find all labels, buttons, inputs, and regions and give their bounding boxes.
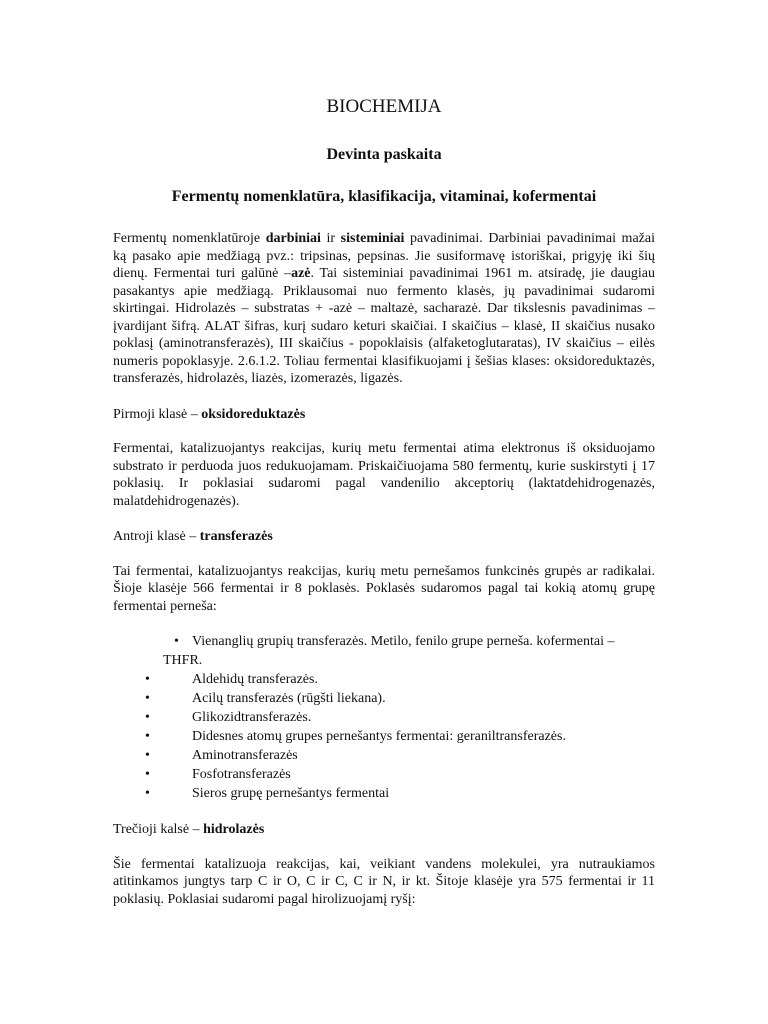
list-item bbox=[113, 708, 655, 727]
intro-text-1: Fermentų nomenklatūroje bbox=[113, 231, 266, 246]
list-item-text: Vienanglių grupių transferazės. Metilo, fenilo grupe perneša. kofermentai – THFR. bbox=[163, 634, 615, 668]
class1-heading bbox=[113, 406, 655, 424]
bullet-icon: • bbox=[174, 634, 179, 649]
intro-text-3: pavadinimai. Darbiniai pavadinimai mažai ką pasako apie medžiagą pvz.: tripsinas, pepsinas. Jie susiformavę istoriškai, prigyję iki šių dienų. Fermentai turi galūnė – bbox=[113, 231, 655, 281]
class3-heading bbox=[113, 821, 655, 839]
class3-name: hidrolazės bbox=[203, 822, 265, 837]
bullet-icon: • bbox=[145, 786, 150, 801]
class2-label: Antroji klasė – bbox=[113, 529, 200, 544]
list-item bbox=[113, 765, 655, 784]
bullet-icon: • bbox=[145, 748, 150, 763]
bullet-icon: • bbox=[145, 710, 150, 725]
class2-name: transferazės bbox=[199, 529, 273, 544]
intro-text-2: ir bbox=[320, 231, 341, 246]
term-sisteminiai: sisteminiai bbox=[340, 231, 405, 246]
document-body bbox=[113, 96, 655, 908]
intro-text-4: . Tai sisteminiai pavadinimai 1961 m. atsiradę, jie daugiau pasakantys apie medžiagą. Priklausomai nuo fermento klasės, jų pavadinimai sudaromi skirtingai. Hidrolazės – substratas + -azė – maltazė, sacharazė. Dar tikslesnis pavadinimas – įvardijant šifrą. ALAT šifras, kurį sudaro keturi skaičiai. I skaičius – klasė, II skaičius nusako poklasį (aminotransferazės), III skaičius - popoklaisis (alfaketoglutaratas), IV skaičius – eilės numeris popoklasyje. 2.6.1.2. Toliau fermentai klasifikuojami į šešias klases: oksidoreduktazės, transferazės, hidrolazės, liazės, izomerazės, ligazės. bbox=[113, 266, 655, 386]
class1-name: oksidoreduktazės bbox=[201, 406, 306, 422]
class3-paragraph: Šie fermentai katalizuoja reakcijas, kai, veikiant vandens molekulei, yra nutraukiamos atitinkamos jungtys tarp C ir O, C ir C, C ir N, ir kt. Šitoje klasėje yra 575 fermentai ir 11 poklasių. Poklasiai sudaromi pagal hirolizuojamį ryšį: bbox=[113, 856, 655, 907]
list-item-text: Fosfotransferazės bbox=[192, 767, 291, 782]
list-item-text: Aminotransferazės bbox=[192, 748, 298, 763]
class2-paragraph: Tai fermentai, katalizuojantys reakcijas, kurių metu pernešamos funkcinės grupės ar radikalai. Šioje klasėje 566 fermentai ir 8 poklasės. Poklasės sudaromos pagal tai kokią atomų grupę fermentai perneša: bbox=[113, 563, 655, 614]
bullet-icon: • bbox=[145, 691, 150, 706]
intro-paragraph bbox=[113, 230, 655, 388]
list-item bbox=[113, 746, 655, 765]
list-item-text: Didesnes atomų grupes pernešantys fermentai: geraniltransferazės. bbox=[192, 729, 566, 744]
list-item bbox=[113, 689, 655, 708]
list-item bbox=[113, 632, 655, 670]
class3-label: Trečioji kalsė – bbox=[113, 822, 204, 837]
bullet-icon: • bbox=[145, 767, 150, 782]
class1-paragraph: Fermentai, katalizuojantys reakcijas, kurių metu fermentai atima elektronus iš oksiduojamo substrato ir perduoda juos redukuojamam. Priskaičiuojama 580 fermentų, kurie suskirstyti į 17 poklasių. Ir poklasiai sudaromi pagal vandenilio akceptorių (laktatdehidrogenazės, malatdehidrogenazės). bbox=[113, 441, 655, 509]
bullet-icon: • bbox=[145, 672, 150, 687]
topic-heading: Fermentų nomenklatūra, klasifikacija, vitaminai, kofermentai bbox=[171, 188, 597, 205]
class1-label: Pirmoji klasė – bbox=[113, 406, 202, 422]
list-item-text: Aldehidų transferazės. bbox=[192, 672, 318, 687]
class2-heading bbox=[113, 528, 655, 546]
term-darbiniai: darbiniai bbox=[265, 231, 321, 246]
list-item-text: Acilų transferazės (rūgšti liekana). bbox=[192, 691, 386, 706]
transferase-types-list bbox=[113, 632, 655, 803]
lecture-heading: Devinta paskaita bbox=[326, 146, 442, 163]
list-item bbox=[113, 670, 655, 689]
list-item-text: Sieros grupę pernešantys fermentai bbox=[192, 786, 390, 801]
list-item bbox=[113, 727, 655, 746]
list-item-text: Glikozidtransferazės. bbox=[192, 710, 312, 725]
term-aze: azė bbox=[291, 266, 311, 281]
document-title: BIOCHEMIJA bbox=[326, 96, 442, 117]
list-item bbox=[113, 784, 655, 803]
bullet-icon: • bbox=[145, 729, 150, 744]
